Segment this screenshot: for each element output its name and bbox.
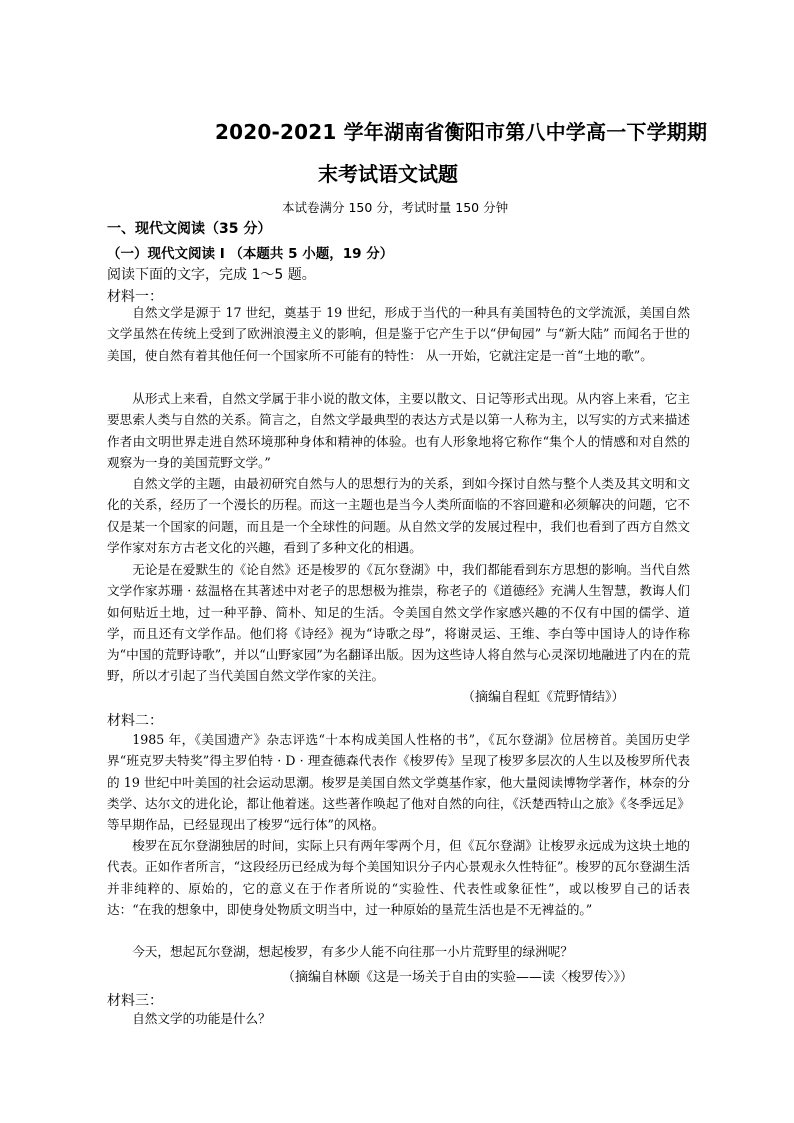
material-one-source: （摘编自程虹《荒野情结》） <box>462 690 625 705</box>
material-two-paragraph-2: 梭罗在瓦尔登湖独居的时间，实际上只有两年零两个月，但《瓦尔登湖》让梭罗永远成为这块土地的代表。正如作者所言，“这段经历已经成为每个美国知识分子内心景观永久性特征”。梭罗的瓦尔登湖生活并非纯粹的、原始的，它的意义在于作者所说的“实验性、代表性或象征性”，或以梭罗自己的话表达：“在我的想象中，即使身处物质文明当中，过一种原始的垦荒生活也是不无裨益的。” <box>107 838 690 917</box>
sub-section-heading: （一）现代文阅读 I （本题共 5 小题，19 分） <box>107 246 394 262</box>
material-three-paragraph-1: 自然文学的功能是什么？ <box>132 1011 271 1026</box>
material-three-label: 材料三： <box>107 993 163 1009</box>
material-two-label: 材料二： <box>107 713 163 729</box>
material-two-paragraph-3: 今天，想起瓦尔登湖，想起梭罗，有多少人能不向往那一小片荒野里的绿洲呢？ <box>132 944 573 959</box>
section-heading: 一、现代文阅读（35 分） <box>107 221 272 237</box>
reading-instruction: 阅读下面的文字，完成 1～5 题。 <box>107 267 316 283</box>
material-one-label: 材料一： <box>107 289 163 305</box>
material-one-paragraph-2: 从形式上来看，自然文学属于非小说的散文体，主要以散文、日记等形式出现。从内容上来看，它主要思索人类与自然的关系。简言之，自然文学最典型的表达方式是以第一人称为主，以写实的方式来描述作者由文明世界走进自然环境那种身体和精神的体验。也有人形象地将它称作“集个人的情感和对自然的观察为一身的美国荒野文学。” <box>107 391 690 470</box>
material-one-paragraph-1: 自然文学是源于 17 世纪，奠基于 19 世纪，形成于当代的一种具有美国特色的文学流派，美国自然文学虽然在传统上受到了欧洲浪漫主义的影响，但是鉴于它产生于以“伊甸园” 与“新大陆” 而闻名于世的美国，使自然有着其他任何一个国家所不可能有的特性： 从一开始，它就注定是一首“土地的歌”。 <box>107 305 690 363</box>
document-title-line1: 2020-2021 学年湖南省衡阳市第八中学高一下学期期 <box>215 120 708 144</box>
document-title-line2: 末考试语文试题 <box>318 162 458 186</box>
material-one-paragraph-4: 无论是在爱默生的《论自然》还是梭罗的《瓦尔登湖》中，我们都能看到东方思想的影响。当代自然文学作家苏珊 · 兹温格在其著述中对老子的思想极为推崇，称老子的《道德经》充满人生智慧，教诲人们如何贴近土地，过一种平静、简朴、知足的生活。令美国自然文学作家感兴趣的不仅有中国的儒学、道学，而且还有文学作品。他们将《诗经》视为“诗歌之母”，将谢灵运、王维、李白等中国诗人的诗作称为“中国的荒野诗歌”，并以“山野家园”为名翻译出版。因为这些诗人将自然与心灵深切地融进了内在的荒野，所以才引起了当代美国自然文学作家的关注。 <box>107 562 690 684</box>
material-two-paragraph-1: 1985 年，《美国遗产》杂志评选“十本构成美国人性格的书”，《瓦尔登湖》位居榜首。美国历史学界“班克罗夫特奖”得主罗伯特 · D · 理查德森代表作《梭罗传》呈现了梭罗多层次的人生以及梭罗所代表的 19 世纪中叶美国的社会运动思潮。梭罗是美国自然文学奠基作家，他大量阅读博物学著作，林奈的分类学、达尔文的进化论，都让他着迷。这些著作唤起了他对自然的向往，《沃楚西特山之旅》《冬季远足》等早期作品，已经显现出了梭罗“远行体”的风格。 <box>107 732 690 833</box>
material-one-paragraph-3: 自然文学的主题，由最初研究自然与人的思想行为的关系，到如今探讨自然与整个人类及其文明和文化的关系，经历了一个漫长的历程。而这一主题也是当今人类所面临的不容回避和必须解决的问题，它不仅是某一个国家的问题，而且是一个全球性的问题。从自然文学的发展过程中，我们也看到了西方自然文学作家对东方古老文化的兴趣，看到了多种文化的相遇。 <box>107 476 690 555</box>
material-two-source: （摘编自林颐《这是一场关于自由的实验——读〈梭罗传〉》） <box>282 970 634 985</box>
exam-info: 本试卷满分 150 分，考试时量 150 分钟 <box>282 200 509 215</box>
